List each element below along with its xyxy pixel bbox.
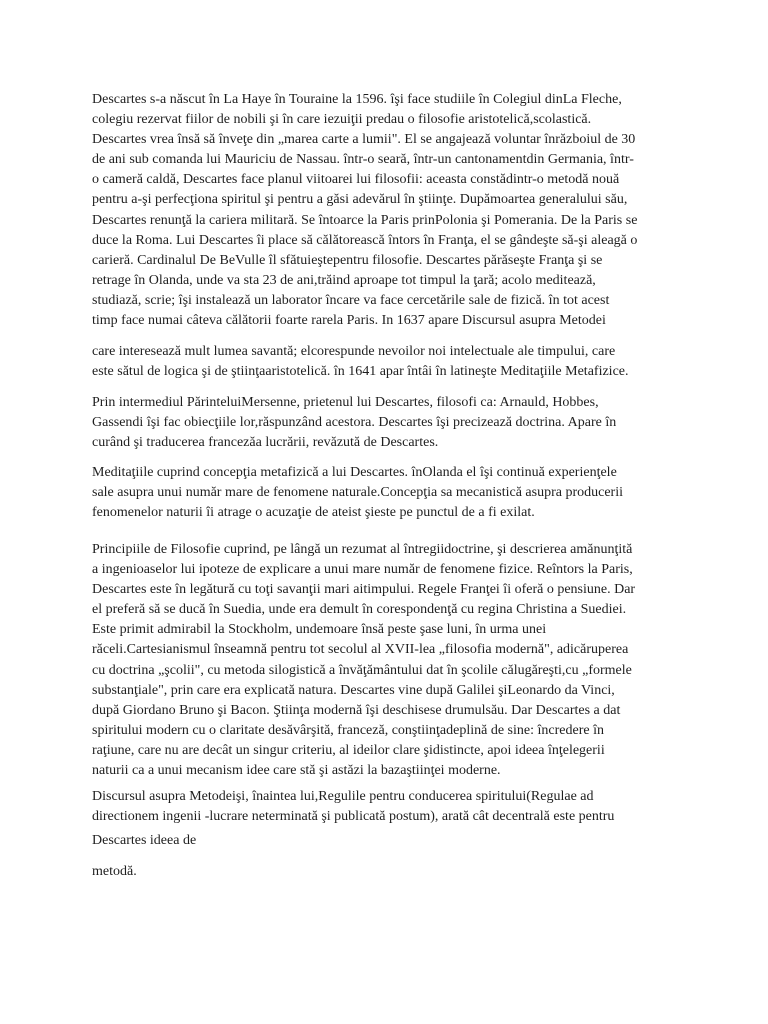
text-line: pentru a-şi perfecţiona spiritul şi pentru a găsi adevărul în ştiinţe. Dupămoartea generalului său, — [92, 192, 628, 208]
text-line: naturii ca a unui mecanism idee care stă şi astăzi la bazaştiinţei moderne. — [92, 763, 501, 779]
text-line: Descartes s-a născut în La Haye în Touraine la 1596. îşi face studiile în Colegiul dinLa Fleche, — [92, 92, 622, 107]
paragraph — [92, 342, 732, 382]
text-line: Descartes renunţă la cariera militară. Se întoarce la Paris prinPolonia şi Pomerania. De la Paris se — [92, 212, 638, 228]
text-line: Gassendi îşi fac obiecţiile lor,răspunzând acestora. Descartes îşi precizează doctrina. Apare în — [92, 415, 617, 431]
text-line: studiază, scrie; îşi instalează un laborator încare va face cercetările sale de fizică. în tot acest — [92, 292, 610, 308]
text-line: Prin intermediul PărinteluiMersenne, prietenul lui Descartes, filosofi ca: Arnauld, Hobbes, — [92, 395, 599, 410]
text-line: Este primit admirabil la Stockholm, undemoare însă peste şase luni, în urma unei — [92, 622, 547, 638]
text-line: Descartes ideea de — [92, 833, 197, 849]
text-line: care interesează mult lumea savantă; elcorespunde nevoilor noi intelectuale ale timpului, care — [92, 344, 616, 359]
text-line: o cameră caldă, Descartes face planul viitoarei lui filosofii: aceasta constădintr-o metodă nouă — [92, 172, 620, 188]
text-line: spiritului modern cu o claritate desăvârşită, franceză, conştiinţadeplină de sine: încredere în — [92, 722, 604, 738]
paragraph — [92, 393, 732, 453]
paragraph — [92, 463, 732, 523]
text-line: Principiile de Filosofie cuprind, pe lângă un rezumat al întregiidoctrine, şi descrierea amănunţită — [92, 542, 633, 557]
text-line: Discursul asupra Metodeişi, înaintea lui,Regulile pentru conducerea spiritului(Regulae ad — [92, 789, 594, 804]
text-line: este sătul de logica şi de ştiinţaaristotelică. în 1641 apar întâi în latineşte Meditaţiile Metafizice. — [92, 364, 629, 380]
text-line: el preferă să se ducă în Suedia, unde era demult în corespondenţă cu regina Christina a Suediei. — [92, 602, 627, 618]
text-line: Descartes este în legătură cu toţi savanţii mari aitimpului. Regele Franţei îi oferă o pensiune. Dar — [92, 582, 636, 598]
text-line: Descartes vrea însă să înveţe din „marea carte a lumii". El se angajează voluntar înrăzboiul de 30 — [92, 132, 636, 148]
text-line: după Giordano Bruno şi Bacon. Ştiinţa modernă îşi deschisese drumulsău. Dar Descartes a dat — [92, 702, 621, 718]
text-line: de ani sub comanda lui Mauriciu de Nassau. într-o seară, într-un cantonamentdin Germania, într- — [92, 152, 634, 168]
text-line: metodă. — [92, 864, 137, 879]
text-line: cu doctrina „şcolii", cu metoda silogistică a învăţământului dat în şcolile călugăreşti,cu „formele — [92, 662, 632, 678]
text-line: colegiu rezervat fiilor de nobili şi în care iezuiţii predau o filosofie aristotelică,scolastică. — [92, 112, 592, 128]
text-line: fenomenelor naturii îi atrage o acuzaţie de ateist şieste pe punctul de a fi exilat. — [92, 505, 535, 521]
text-line: a ingenioaselor lui ipoteze de explicare a unui mare număr de fenomene fizice. Reîntors la Paris, — [92, 562, 633, 578]
paragraph — [92, 90, 732, 331]
text-line: Meditaţiile cuprind concepţia metafizică a lui Descartes. înOlanda el îşi continuă experienţele — [92, 465, 617, 480]
paragraph — [92, 862, 732, 882]
text-line: răceli.Cartesianismul înseamnă pentru tot secolul al XVII-lea „filosofia modernă", adicăruperea — [92, 642, 629, 658]
text-line: substanţiale", prin care era explicată natura. Descartes vine după Galilei şiLeonardo da Vinci, — [92, 682, 615, 698]
text-line: carieră. Cardinalul De BeVulle îl sfătuieştepentru filosofie. Descartes părăseşte Franţa şi se — [92, 252, 603, 268]
text-line: curând şi traducerea francezăa lucrării, revăzută de Descartes. — [92, 435, 439, 451]
text-line: duce la Roma. Lui Descartes îi place să călătorească întors în Franţa, el se gândeşte să-şi aleagă o — [92, 232, 638, 248]
paragraph — [92, 787, 732, 851]
text-line: raţiune, care nu are decât un singur criteriu, al ideilor clare şidistincte, apoi ideea înţelegerii — [92, 742, 605, 758]
text-line: sale asupra unui număr mare de fenomene naturale.Concepţia sa mecanistică asupra producerii — [92, 485, 623, 501]
paragraph — [92, 540, 732, 781]
text-line: retrage în Olanda, unde va sta 23 de ani,trăind aproape tot timpul la ţară; acolo meditează, — [92, 272, 596, 288]
text-line: directionem ingenii -lucrare neterminată şi publicată postum), arată cât decentrală este pentru — [92, 809, 615, 825]
text-line: timp face numai câteva călătorii foarte rarela Paris. In 1637 apare Discursul asupra Metodei — [92, 313, 606, 329]
